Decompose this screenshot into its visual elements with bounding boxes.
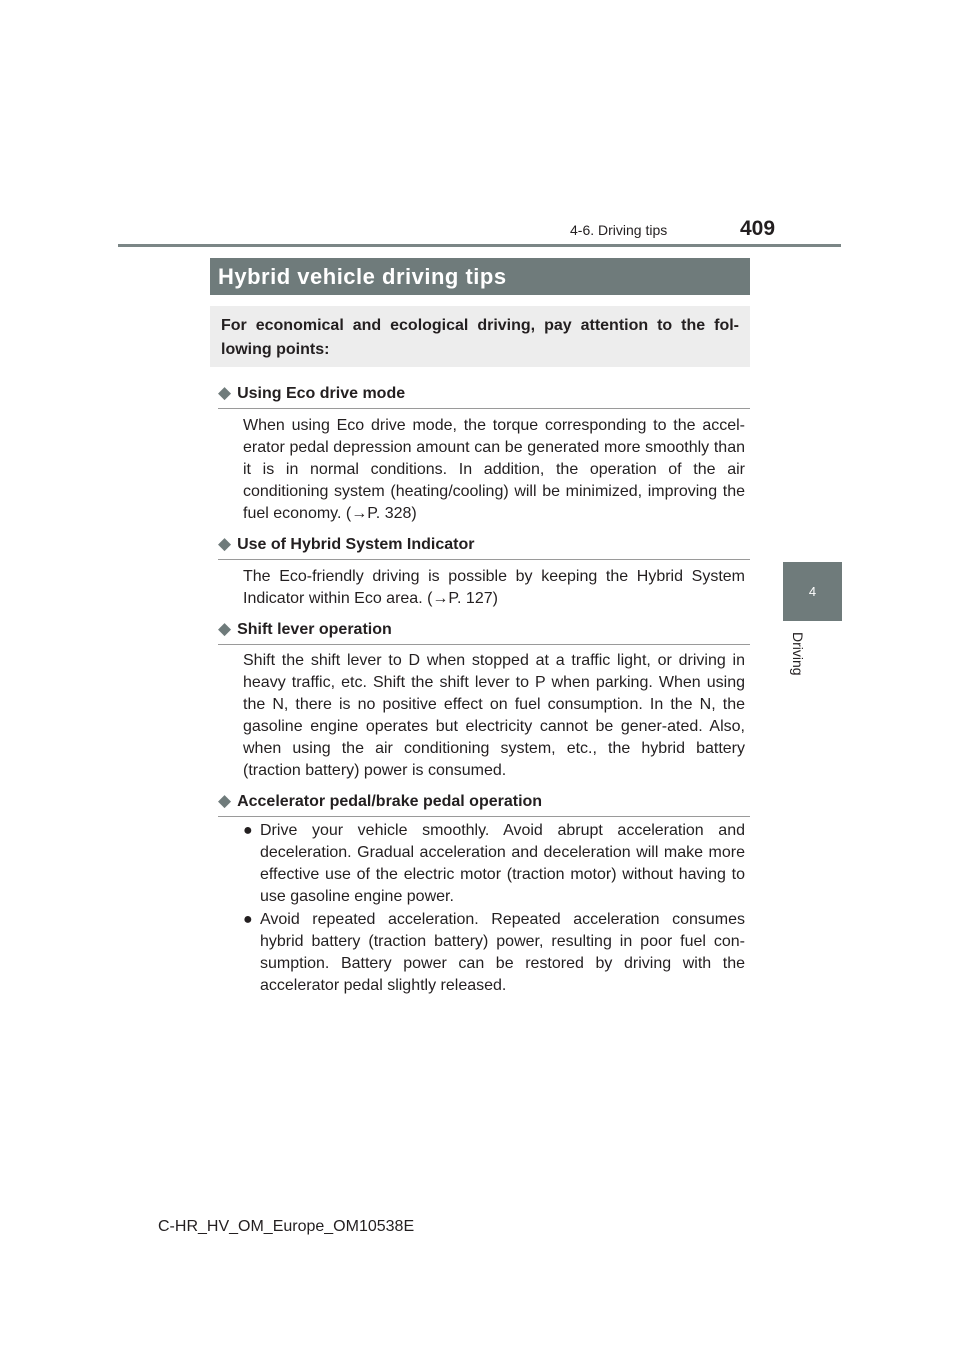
page-number: 409 (740, 217, 776, 240)
section-text-eco-drive: When using Eco drive mode, the torque corresponding to the accel-erator pedal depression amount can be generated more smoothly than it is in normal conditions. In addition, the operation of the air conditioning system (heating/cooling) will be minimized, improving the fuel economy. (→P. 328) (243, 417, 745, 522)
page-title-bar (210, 258, 750, 295)
list-item (243, 909, 745, 997)
section-heading-text: Accelerator pedal/brake pedal operation (237, 793, 543, 810)
chapter-tab-label: Driving (790, 632, 806, 676)
diamond-icon: ◆ (218, 383, 232, 402)
chapter-tab (783, 562, 842, 621)
section-heading-hybrid-indicator (218, 534, 750, 560)
section-heading-text: Use of Hybrid System Indicator (237, 536, 475, 553)
intro-box: For economical and ecological driving, pay attention to the fol-lowing points: (210, 306, 750, 367)
header-rule (118, 244, 841, 247)
list-item-text: Drive your vehicle smoothly. Avoid abrupt acceleration and deceleration. Gradual acceleration and deceleration will make more effective use of the electric motor (traction motor) without having to use gasoline engine power. (260, 822, 745, 905)
diamond-icon: ◆ (218, 534, 232, 553)
page-title: Hybrid vehicle driving tips (218, 264, 507, 289)
header-section-title: 4-6. Driving tips (570, 222, 668, 238)
section-heading-pedal-operation (218, 791, 750, 817)
section-heading-shift-lever (218, 619, 750, 645)
section-heading-eco-drive (218, 383, 750, 409)
section-text-hybrid-indicator: The Eco-friendly driving is possible by keeping the Hybrid System Indicator within Eco area. (→P. 127) (243, 568, 745, 607)
chapter-tab-number: 4 (808, 584, 817, 599)
list-item (243, 820, 745, 908)
section-heading-text: Using Eco drive mode (237, 385, 406, 402)
diamond-icon: ◆ (218, 619, 232, 638)
diamond-icon: ◆ (218, 791, 232, 810)
section-heading-text: Shift lever operation (237, 621, 392, 638)
section-text-shift-lever: Shift the shift lever to D when stopped at a traffic light, or driving in heavy traffic, etc. Shift the shift lever to P when parking. When using the N, there is no positive effect on fuel consumption. In the N, the gasoline engine operates but electricity cannot be gener-ated. Also, when using the air conditioning system, etc., the hybrid battery (traction battery) power is consumed. (243, 652, 745, 779)
list-item-text: Avoid repeated acceleration. Repeated acceleration consumes hybrid battery (traction battery) power, resulting in poor fuel con-sumption. Battery power can be restored by driving with the accelerator pedal slightly released. (260, 911, 745, 994)
bullet-icon: ● (243, 911, 253, 928)
footer-document-code: C-HR_HV_OM_Europe_OM10538E (158, 1218, 415, 1235)
bullet-icon: ● (243, 822, 253, 839)
